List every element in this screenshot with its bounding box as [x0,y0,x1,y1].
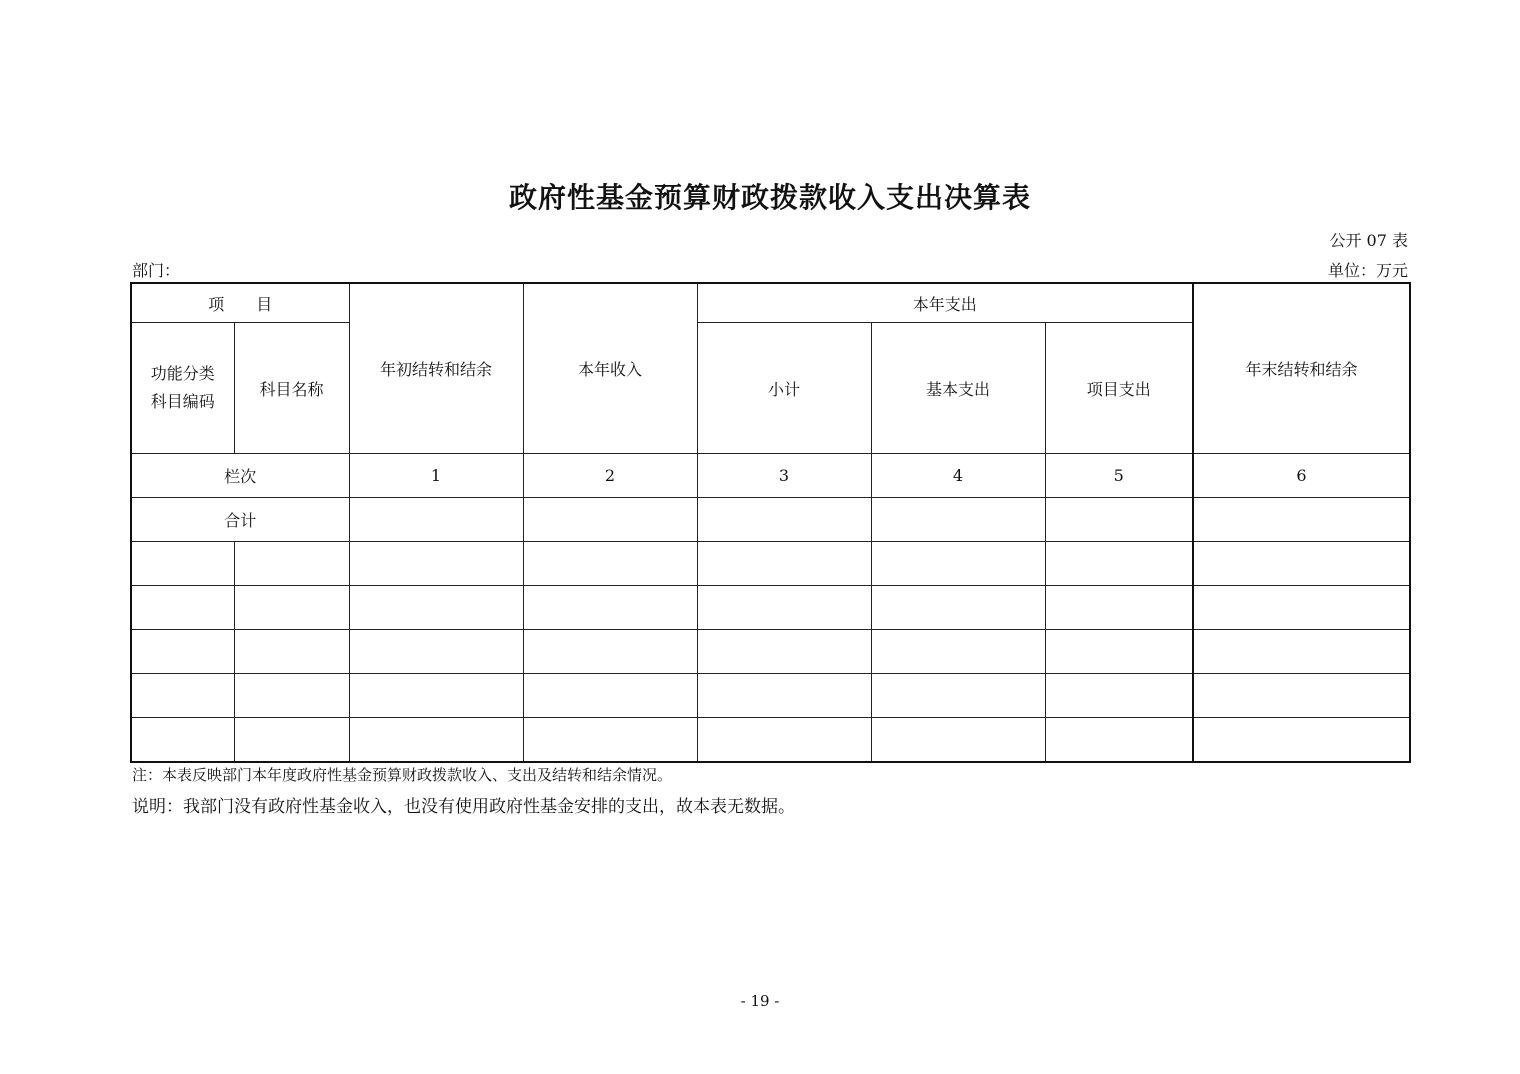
header-basic-expense-text: 基本支出 [925,379,990,399]
table-cell [234,718,349,763]
table-cell [131,542,234,586]
table-cell [1193,630,1410,674]
header-func-code-text: 功能分类科目编码 [150,364,215,411]
table-cell [523,542,697,586]
page-number: - 19 - [740,992,780,1010]
header-project-expense-text: 项目支出 [1086,379,1151,399]
table-row [131,630,1410,674]
table-cell [523,718,697,763]
table-cell [1193,542,1410,586]
header-current-expense: 本年支出 [697,283,1193,323]
table-cell [1045,586,1193,630]
total-cell [697,498,871,542]
table-cell [131,630,234,674]
header-current-income: 本年收入 [523,283,697,454]
table-cell [871,542,1045,586]
table-cell [697,718,871,763]
table-cell [697,630,871,674]
department-label: 部门： [132,261,181,280]
table-cell [1045,674,1193,718]
total-cell [1045,498,1193,542]
header-item: 项 目 [131,283,349,323]
table-row [131,718,1410,763]
total-cell [349,498,523,542]
table-cell [697,586,871,630]
table-cell [349,630,523,674]
column-index-cell: 5 [1045,454,1193,498]
table-cell [871,674,1045,718]
table-cell [1045,542,1193,586]
column-index-label: 栏次 [131,454,349,498]
table-cell [871,586,1045,630]
table-row [131,674,1410,718]
header-basic-expense [871,323,1045,454]
explanation-text: 说明：我部门没有政府性基金收入，也没有使用政府性基金安排的支出，故本表无数据。 [132,797,795,817]
table-cell [131,674,234,718]
table-cell [697,674,871,718]
column-index-cell: 2 [523,454,697,498]
page-title: 政府性基金预算财政拨款收入支出决算表 [508,181,1031,214]
table-cell [523,674,697,718]
header-func-code [131,323,234,454]
column-index-row [131,454,1410,498]
table-row [131,542,1410,586]
column-index-cell: 1 [349,454,523,498]
table-cell [349,586,523,630]
table-cell [349,542,523,586]
table-cell [1045,630,1193,674]
table-cell [349,674,523,718]
header-project-expense [1045,323,1193,454]
header-subtotal-text: 小计 [767,379,800,399]
table-cell [1193,674,1410,718]
table-cell [1045,718,1193,763]
table-cell [131,718,234,763]
table-cell [1193,718,1410,763]
column-index-cell: 4 [871,454,1045,498]
table-cell [871,718,1045,763]
table-row [131,586,1410,630]
total-cell [1193,498,1410,542]
table-cell [234,630,349,674]
column-index-cell: 3 [697,454,871,498]
header-subject-name: 科目名称 [234,323,349,454]
header-end-balance: 年末结转和结余 [1193,283,1410,454]
table-cell [697,542,871,586]
total-label: 合计 [131,498,349,542]
table-cell [234,586,349,630]
form-number: 公开 07 表 [1329,231,1408,250]
total-cell [871,498,1045,542]
unit-label: 单位：万元 [1327,261,1408,280]
header-begin-balance: 年初结转和结余 [349,283,523,454]
table-cell [234,542,349,586]
header-row-1 [131,283,1410,323]
total-cell [523,498,697,542]
table-cell [131,586,234,630]
total-row [131,498,1410,542]
header-subtotal [697,323,871,454]
table-cell [523,630,697,674]
table-note: 注：本表反映部门本年度政府性基金预算财政拨款收入、支出及结转和结余情况。 [132,766,673,784]
table-cell [234,674,349,718]
table-cell [349,718,523,763]
column-index-cell: 6 [1193,454,1410,498]
table-cell [523,586,697,630]
table-cell [871,630,1045,674]
budget-table [130,282,1411,763]
table-cell [1193,586,1410,630]
